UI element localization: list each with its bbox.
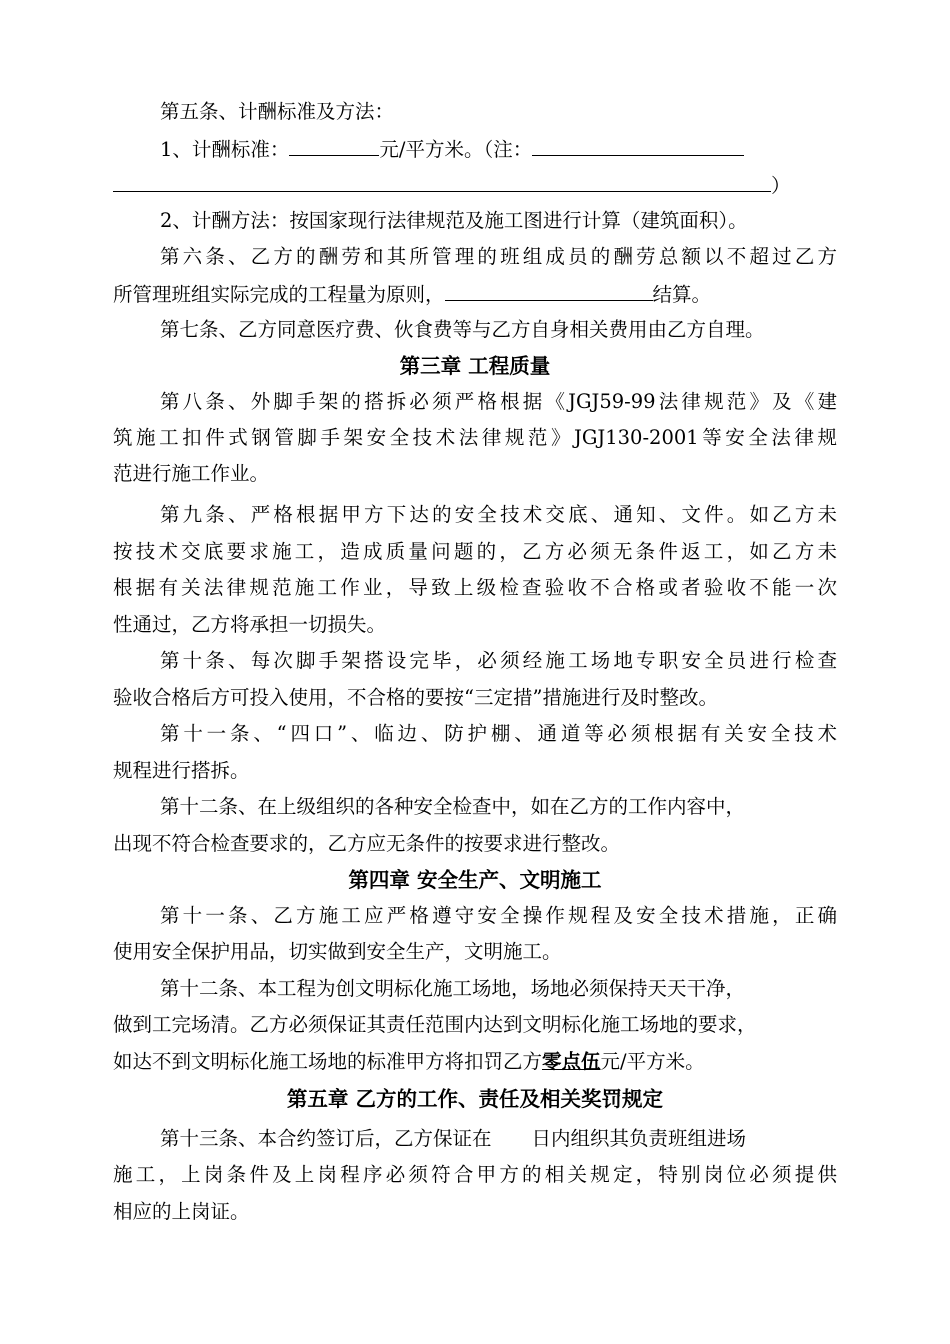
article-13-text-cont: 日内组织其负责班组进场 [531, 1127, 747, 1150]
article-8-line-2: 筑施工扣件式钢管脚手架安全技术法律规范》JGJ130-2001等安全法律规 [113, 426, 837, 449]
penalty-text: 如达不到文明标化施工场地的标准甲方将扣罚乙方 [113, 1050, 543, 1073]
article-6-line-2 [113, 282, 837, 307]
article-11a-line-2: 规程进行搭拆。 [113, 759, 250, 782]
chapter-3-heading: 第三章 工程质量 [399, 354, 551, 378]
article-10-line-2: 验收合格后方可投入使用，不合格的要按“三定措”措施进行及时整改。 [113, 686, 718, 709]
article-9-line-4: 性通过，乙方将承担一切损失。 [113, 613, 387, 636]
article-12a-line-2: 出现不符合检查要求的，乙方应无条件的按要求进行整改。 [113, 832, 621, 855]
chapter-5-heading: 第五章 乙方的工作、责任及相关奖罚规定 [286, 1087, 664, 1111]
note-blank-continued[interactable] [113, 173, 771, 192]
article-9-line-3: 根据有关法律规范施工作业，导致上级检查验收不合格或者验收不能一次 [113, 576, 837, 599]
article-7: 第七条、乙方同意医疗费、伙食费等与乙方自身相关费用由乙方自理。 [160, 318, 765, 341]
article-12a-line-1: 第十二条、在上级组织的各种安全检查中，如在乙方的工作内容中， [160, 795, 746, 818]
penalty-amount: 零点伍 [542, 1050, 601, 1073]
settlement-blank[interactable] [445, 282, 653, 301]
article-9-line-1: 第九条、严格根据甲方下达的安全技术交底、通知、文件。如乙方未 [160, 503, 837, 526]
article-8-line-3: 范进行施工作业。 [113, 462, 270, 485]
article-5-standard-line [160, 137, 837, 162]
article-12b-line-1: 第十二条、本工程为创文明标化施工场地，场地必须保持天天干净， [160, 977, 746, 1000]
article-5-title: 第五条、计酬标准及方法： [160, 100, 395, 123]
article-9-line-2: 按技术交底要求施工，造成质量问题的，乙方必须无条件返工，如乙方未 [113, 540, 837, 563]
article-5-method: 2、计酬方法：按国家现行法律规范及施工图进行计算（建筑面积）。 [160, 209, 748, 232]
article-6-line-1: 第六条、乙方的酬劳和其所管理的班组成员的酬劳总额以不超过乙方 [160, 245, 837, 268]
rate-blank[interactable] [289, 137, 379, 156]
article-11b-line-1: 第十一条、乙方施工应严格遵守安全操作规程及安全技术措施，正确 [160, 904, 837, 927]
article-11a-line-1: 第十一条、“四口”、临边、防护棚、通道等必须根据有关安全技术 [160, 722, 837, 745]
note-close-paren: ） [771, 174, 791, 197]
article-13-line-2: 施工，上岗条件及上岗程序必须符合甲方的相关规定，特别岗位必须提供 [113, 1163, 837, 1186]
standard-label: 1、计酬标准： [160, 138, 290, 161]
article-13-text: 第十三条、本合约签订后，乙方保证在 [160, 1127, 492, 1150]
article-10-line-1: 第十条、每次脚手架搭设完毕，必须经施工场地专职安全员进行检查 [160, 649, 837, 672]
article-5-note-line [113, 173, 837, 198]
article-8-line-1: 第八条、外脚手架的搭拆必须严格根据《JGJ59-99法律规范》及《建 [160, 390, 837, 413]
article-12b-line-2: 做到工完场清。乙方必须保证其责任范围内达到文明标化施工场地的要求， [113, 1013, 757, 1036]
article-6-end: 结算。 [652, 283, 712, 306]
article-13-line-3: 相应的上岗证。 [113, 1200, 250, 1223]
note-blank[interactable] [532, 137, 744, 156]
article-6-text: 所管理班组实际完成的工程量为原则， [113, 283, 445, 306]
chapter-4-heading: 第四章 安全生产、文明施工 [348, 868, 602, 892]
penalty-unit: 元/平方米。 [600, 1050, 705, 1073]
article-12b-line-3 [113, 1050, 837, 1074]
standard-unit: 元/平方米。（注： [379, 138, 533, 161]
article-13-line-1 [160, 1127, 837, 1151]
article-11b-line-2: 使用安全保护用品，切实做到安全生产，文明施工。 [113, 940, 562, 963]
